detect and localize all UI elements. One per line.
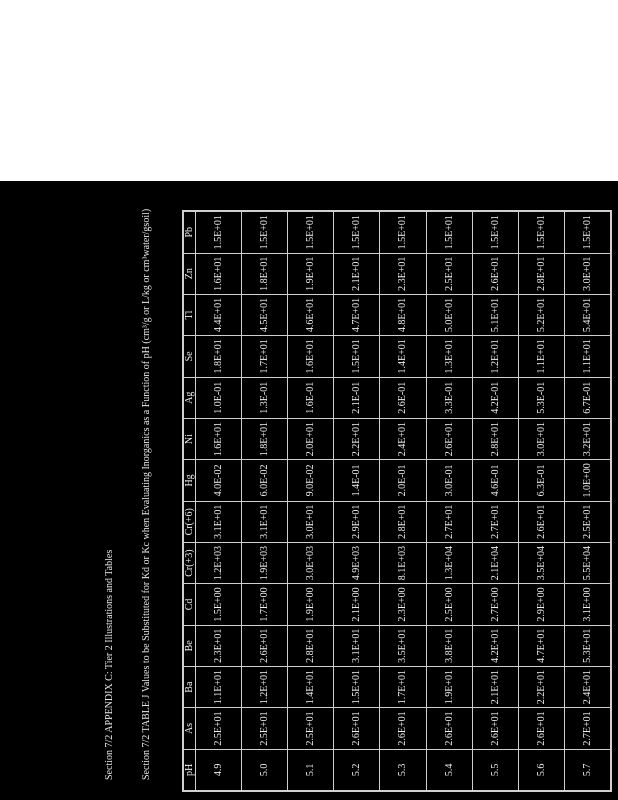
column-header: Cd (184, 584, 196, 625)
table-cell: 2.2E+01 (518, 666, 564, 707)
table-cell: 2.4E+01 (564, 666, 610, 707)
table-cell: 4.2E+01 (472, 625, 518, 666)
table-cell: 5.3E-01 (518, 377, 564, 418)
table-cell: 5.5E+04 (564, 542, 610, 583)
table-cell: 1.7E+01 (242, 336, 288, 377)
column-header: Be (184, 625, 196, 666)
table-row (334, 212, 380, 791)
table-cell: 2.6E+01 (242, 625, 288, 666)
column-header: Ba (184, 666, 196, 707)
table-cell: 2.1E+01 (334, 253, 380, 294)
table-cell: 1.8E+01 (242, 253, 288, 294)
ph-cell: 5.5 (472, 749, 518, 790)
table-cell: 3.0E+01 (288, 501, 334, 542)
ph-cell: 4.9 (196, 749, 242, 790)
ph-cell: 5.7 (564, 749, 610, 790)
table-cell: 3.0E+01 (518, 418, 564, 459)
table-cell: 6.7E-01 (564, 377, 610, 418)
table-container (182, 210, 612, 792)
table-cell: 3.1E+01 (334, 625, 380, 666)
table-cell: 1.2E+01 (242, 666, 288, 707)
table-cell: 2.8E+01 (380, 501, 426, 542)
column-header: pH (184, 749, 196, 790)
table-cell: 4.6E+01 (288, 294, 334, 335)
table-cell: 1.9E+00 (288, 584, 334, 625)
table-cell: 1.6E+01 (196, 253, 242, 294)
table-cell: 3.0E+01 (564, 253, 610, 294)
table-cell: 1.5E+01 (380, 212, 426, 254)
table-row (518, 212, 564, 791)
ph-cell: 5.1 (288, 749, 334, 790)
table-cell: 1.5E+01 (426, 212, 472, 254)
table-cell: 2.1E+04 (472, 542, 518, 583)
table-cell: 4.0E-02 (196, 460, 242, 501)
ph-cell: 5.3 (380, 749, 426, 790)
table-cell: 2.6E+01 (426, 708, 472, 749)
table-cell: 4.6E-01 (472, 460, 518, 501)
ph-cell: 5.6 (518, 749, 564, 790)
table-cell: 3.1E+01 (242, 501, 288, 542)
table-cell: 2.8E+01 (518, 253, 564, 294)
table-body (196, 212, 611, 791)
table-cell: 5.0E+01 (426, 294, 472, 335)
table-cell: 8.1E+03 (380, 542, 426, 583)
table-cell: 3.0E-01 (426, 460, 472, 501)
table-cell: 2.9E+01 (334, 501, 380, 542)
table-cell: 6.3E-01 (518, 460, 564, 501)
data-table (183, 211, 611, 791)
table-cell: 6.0E-02 (242, 460, 288, 501)
table-cell: 2.3E+00 (380, 584, 426, 625)
table-cell: 2.9E+00 (518, 584, 564, 625)
table-cell: 5.1E+01 (472, 294, 518, 335)
table-cell: 1.5E+01 (518, 212, 564, 254)
table-cell: 5.4E+01 (564, 294, 610, 335)
table-cell: 1.0E+00 (564, 460, 610, 501)
table-row (472, 212, 518, 791)
table-cell: 1.5E+01 (472, 212, 518, 254)
table-cell: 2.5E+01 (196, 708, 242, 749)
column-header: Pb (184, 212, 196, 254)
ph-cell: 5.4 (426, 749, 472, 790)
table-row (426, 212, 472, 791)
table-cell: 2.0E-01 (380, 460, 426, 501)
table-cell: 1.3E-01 (242, 377, 288, 418)
table-cell: 3.2E+01 (564, 418, 610, 459)
ph-cell: 5.0 (242, 749, 288, 790)
table-cell: 1.4E+01 (380, 336, 426, 377)
table-cell: 1.3E+01 (426, 336, 472, 377)
table-cell: 2.5E+01 (564, 501, 610, 542)
table-cell: 2.0E+01 (288, 418, 334, 459)
table-cell: 2.6E+01 (472, 708, 518, 749)
table-cell: 2.1E+01 (472, 666, 518, 707)
table-cell: 1.5E+01 (564, 212, 610, 254)
table-row (196, 212, 242, 791)
table-row (288, 212, 334, 791)
table-cell: 2.6E-01 (380, 377, 426, 418)
table-cell: 1.6E+01 (288, 336, 334, 377)
table-caption: Section 7/2 TABLE J Values to be Substituted for Kd or Kc when Evaluating Inorganics as a Function of pH (cm³/g or L/kg or cm³water/gsoil) (141, 208, 152, 780)
table-cell: 4.8E+01 (380, 294, 426, 335)
table-cell: 5.3E+01 (564, 625, 610, 666)
table-cell: 2.8E+01 (472, 418, 518, 459)
table-cell: 2.3E+01 (196, 625, 242, 666)
table-cell: 1.4E-01 (334, 460, 380, 501)
section-heading: Section 7/2 APPENDIX C: Tier 2 Illustrations and Tables (104, 549, 115, 780)
column-header: As (184, 708, 196, 749)
column-header: Tl (184, 294, 196, 335)
table-cell: 2.8E+01 (288, 625, 334, 666)
table-cell: 1.1E+01 (564, 336, 610, 377)
table-cell: 2.6E+01 (472, 253, 518, 294)
table-cell: 3.0E+03 (288, 542, 334, 583)
table-cell: 3.5E+04 (518, 542, 564, 583)
table-cell: 1.2E+03 (196, 542, 242, 583)
table-cell: 5.2E+01 (518, 294, 564, 335)
table-cell: 9.0E-02 (288, 460, 334, 501)
column-header: Zn (184, 253, 196, 294)
column-header: Ag (184, 377, 196, 418)
column-header: Cr(+6) (184, 501, 196, 542)
table-cell: 2.5E+01 (242, 708, 288, 749)
table-cell: 1.1E+01 (196, 666, 242, 707)
table-cell: 3.8E+01 (426, 625, 472, 666)
table-cell: 1.5E+01 (334, 212, 380, 254)
column-header: Cr(+3) (184, 542, 196, 583)
table-cell: 3.5E+01 (380, 625, 426, 666)
table-cell: 1.2E+01 (472, 336, 518, 377)
table-cell: 2.6E+01 (380, 708, 426, 749)
table-cell: 4.7E+01 (518, 625, 564, 666)
table-cell: 2.6E+01 (426, 418, 472, 459)
table-cell: 1.5E+01 (196, 212, 242, 254)
table-cell: 1.8E+01 (242, 418, 288, 459)
table-cell: 1.5E+01 (334, 336, 380, 377)
table-cell: 1.5E+01 (242, 212, 288, 254)
table-header-row (184, 212, 196, 791)
table-cell: 1.6E+01 (196, 418, 242, 459)
table-cell: 3.1E+01 (196, 501, 242, 542)
scanned-document (0, 181, 618, 800)
table-cell: 2.2E+01 (334, 418, 380, 459)
ph-cell: 5.2 (334, 749, 380, 790)
table-cell: 2.5E+01 (426, 253, 472, 294)
table-cell: 1.4E+01 (288, 666, 334, 707)
table-cell: 2.3E+01 (380, 253, 426, 294)
table-cell: 2.7E+01 (564, 708, 610, 749)
table-cell: 1.6E-01 (288, 377, 334, 418)
table-row (380, 212, 426, 791)
table-cell: 2.5E+00 (426, 584, 472, 625)
table-cell: 1.3E+04 (426, 542, 472, 583)
table-cell: 2.5E+01 (288, 708, 334, 749)
table-cell: 2.1E-01 (334, 377, 380, 418)
table-cell: 1.8E+01 (196, 336, 242, 377)
table-cell: 4.2E-01 (472, 377, 518, 418)
rotated-content (0, 181, 618, 800)
table-cell: 2.6E+01 (518, 708, 564, 749)
table-cell: 1.7E+01 (380, 666, 426, 707)
table-cell: 2.1E+00 (334, 584, 380, 625)
table-cell: 4.5E+01 (242, 294, 288, 335)
table-cell: 3.3E-01 (426, 377, 472, 418)
table-cell: 2.7E+00 (472, 584, 518, 625)
table-cell: 2.7E+01 (472, 501, 518, 542)
table-row (564, 212, 610, 791)
table-cell: 3.1E+00 (564, 584, 610, 625)
table-cell: 2.6E+01 (334, 708, 380, 749)
table-cell: 1.7E+00 (242, 584, 288, 625)
table-cell: 1.9E+01 (426, 666, 472, 707)
table-cell: 1.5E+01 (288, 212, 334, 254)
table-cell: 2.6E+01 (518, 501, 564, 542)
table-cell: 4.9E+03 (334, 542, 380, 583)
table-cell: 1.9E+03 (242, 542, 288, 583)
table-cell: 1.5E+00 (196, 584, 242, 625)
table-cell: 2.4E+01 (380, 418, 426, 459)
column-header: Ni (184, 418, 196, 459)
table-cell: 1.0E-01 (196, 377, 242, 418)
column-header: Se (184, 336, 196, 377)
table-cell: 1.1E+01 (518, 336, 564, 377)
table-cell: 4.7E+01 (334, 294, 380, 335)
table-cell: 1.5E+01 (334, 666, 380, 707)
table-cell: 1.9E+01 (288, 253, 334, 294)
table-row (242, 212, 288, 791)
table-cell: 2.7E+01 (426, 501, 472, 542)
table-cell: 4.4E+01 (196, 294, 242, 335)
column-header: Hg (184, 460, 196, 501)
